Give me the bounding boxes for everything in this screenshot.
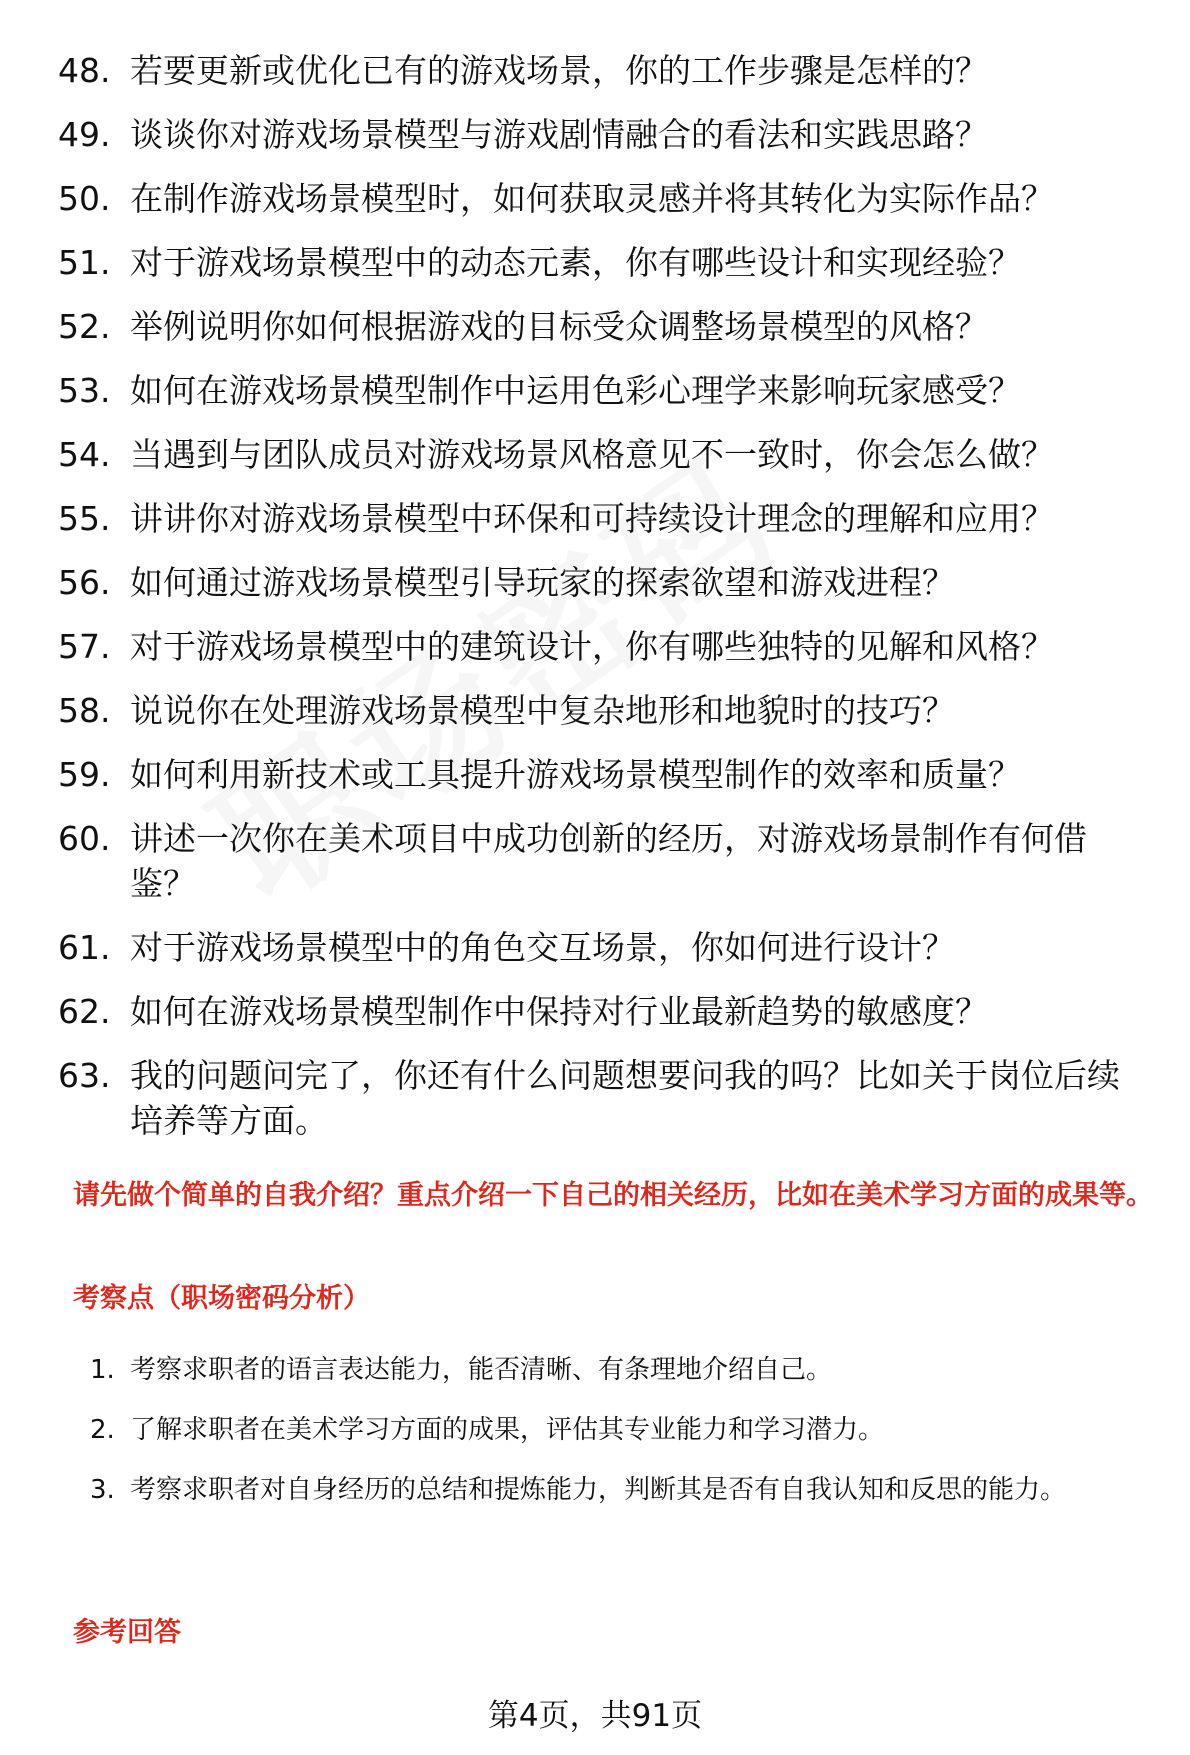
question-text: 对于游戏场景模型中的建筑设计，你有哪些独特的见解和风格？	[130, 627, 1054, 666]
question-number: 57.	[58, 627, 111, 666]
question-item	[0, 624, 1190, 669]
question-text: 我的问题问完了，你还有什么问题想要问我的吗？比如关于岗位后续培养等方面。	[130, 1056, 1120, 1140]
question-item	[0, 176, 1190, 221]
question-item	[0, 240, 1190, 285]
question-number: 58.	[58, 691, 111, 730]
question-text: 若要更新或优化已有的游戏场景，你的工作步骤是怎样的？	[130, 51, 988, 90]
question-item	[0, 432, 1190, 477]
question-text: 如何通过游戏场景模型引导玩家的探索欲望和游戏进程？	[130, 563, 955, 602]
question-number: 51.	[58, 243, 111, 282]
question-text: 谈谈你对游戏场景模型与游戏剧情融合的看法和实践思路？	[130, 115, 988, 154]
question-number: 60.	[58, 819, 111, 858]
question-text: 讲讲你对游戏场景模型中环保和可持续设计理念的理解和应用？	[130, 499, 1054, 538]
question-text: 如何利用新技术或工具提升游戏场景模型制作的效率和质量？	[130, 755, 1021, 794]
question-item	[0, 752, 1190, 797]
question-number: 61.	[58, 928, 111, 967]
analysis-point	[0, 1460, 1190, 1520]
analysis-title: 考察点（职场密码分析）	[73, 1283, 370, 1314]
question-text: 举例说明你如何根据游戏的目标受众调整场景模型的风格？	[130, 307, 988, 346]
question-number: 59.	[58, 755, 111, 794]
question-item	[0, 816, 1190, 906]
question-item	[0, 304, 1190, 349]
point-number: 2.	[90, 1415, 115, 1445]
question-number: 49.	[58, 115, 111, 154]
point-number: 1.	[90, 1355, 115, 1385]
question-number: 53.	[58, 371, 111, 410]
question-item	[0, 1053, 1190, 1143]
question-item	[0, 496, 1190, 541]
question-item	[0, 989, 1190, 1034]
question-number: 62.	[58, 992, 111, 1031]
analysis-points	[0, 1340, 1190, 1520]
question-list	[0, 48, 1190, 1162]
analysis-point	[0, 1340, 1190, 1400]
page-footer: 第4页，共91页	[487, 1698, 703, 1734]
question-item	[0, 688, 1190, 733]
question-number: 50.	[58, 179, 111, 218]
question-text: 当遇到与团队成员对游戏场景风格意见不一致时，你会怎么做？	[130, 435, 1054, 474]
question-number: 54.	[58, 435, 111, 474]
question-text: 说说你在处理游戏场景模型中复杂地形和地貌时的技巧？	[130, 691, 955, 730]
question-number: 48.	[58, 51, 111, 90]
point-text: 了解求职者在美术学习方面的成果，评估其专业能力和学习潜力。	[130, 1415, 885, 1445]
question-text: 对于游戏场景模型中的动态元素，你有哪些设计和实现经验？	[130, 243, 1021, 282]
question-number: 56.	[58, 563, 111, 602]
question-item	[0, 368, 1190, 413]
question-number: 63.	[58, 1056, 111, 1095]
question-number: 52.	[58, 307, 111, 346]
question-text: 讲述一次你在美术项目中成功创新的经历，对游戏场景制作有何借鉴？	[130, 819, 1087, 903]
question-item	[0, 48, 1190, 93]
point-text: 考察求职者的语言表达能力，能否清晰、有条理地介绍自己。	[130, 1355, 833, 1385]
question-item	[0, 925, 1190, 970]
question-text: 如何在游戏场景模型制作中保持对行业最新趋势的敏感度？	[130, 992, 988, 1031]
point-number: 3.	[90, 1475, 115, 1505]
question-text: 在制作游戏场景模型时，如何获取灵感并将其转化为实际作品？	[130, 179, 1054, 218]
question-text: 如何在游戏场景模型制作中运用色彩心理学来影响玩家感受？	[130, 371, 1021, 410]
question-item	[0, 112, 1190, 157]
question-text: 对于游戏场景模型中的角色交互场景，你如何进行设计？	[130, 928, 955, 967]
question-item	[0, 560, 1190, 605]
point-text: 考察求职者对自身经历的总结和提炼能力，判断其是否有自我认知和反思的能力。	[130, 1475, 1067, 1505]
answer-title: 参考回答	[73, 1617, 181, 1648]
analysis-point	[0, 1400, 1190, 1460]
question-number: 55.	[58, 499, 111, 538]
highlight-question: 请先做个简单的自我介绍？重点介绍一下自己的相关经历，比如在美术学习方面的成果等。	[73, 1180, 1153, 1211]
